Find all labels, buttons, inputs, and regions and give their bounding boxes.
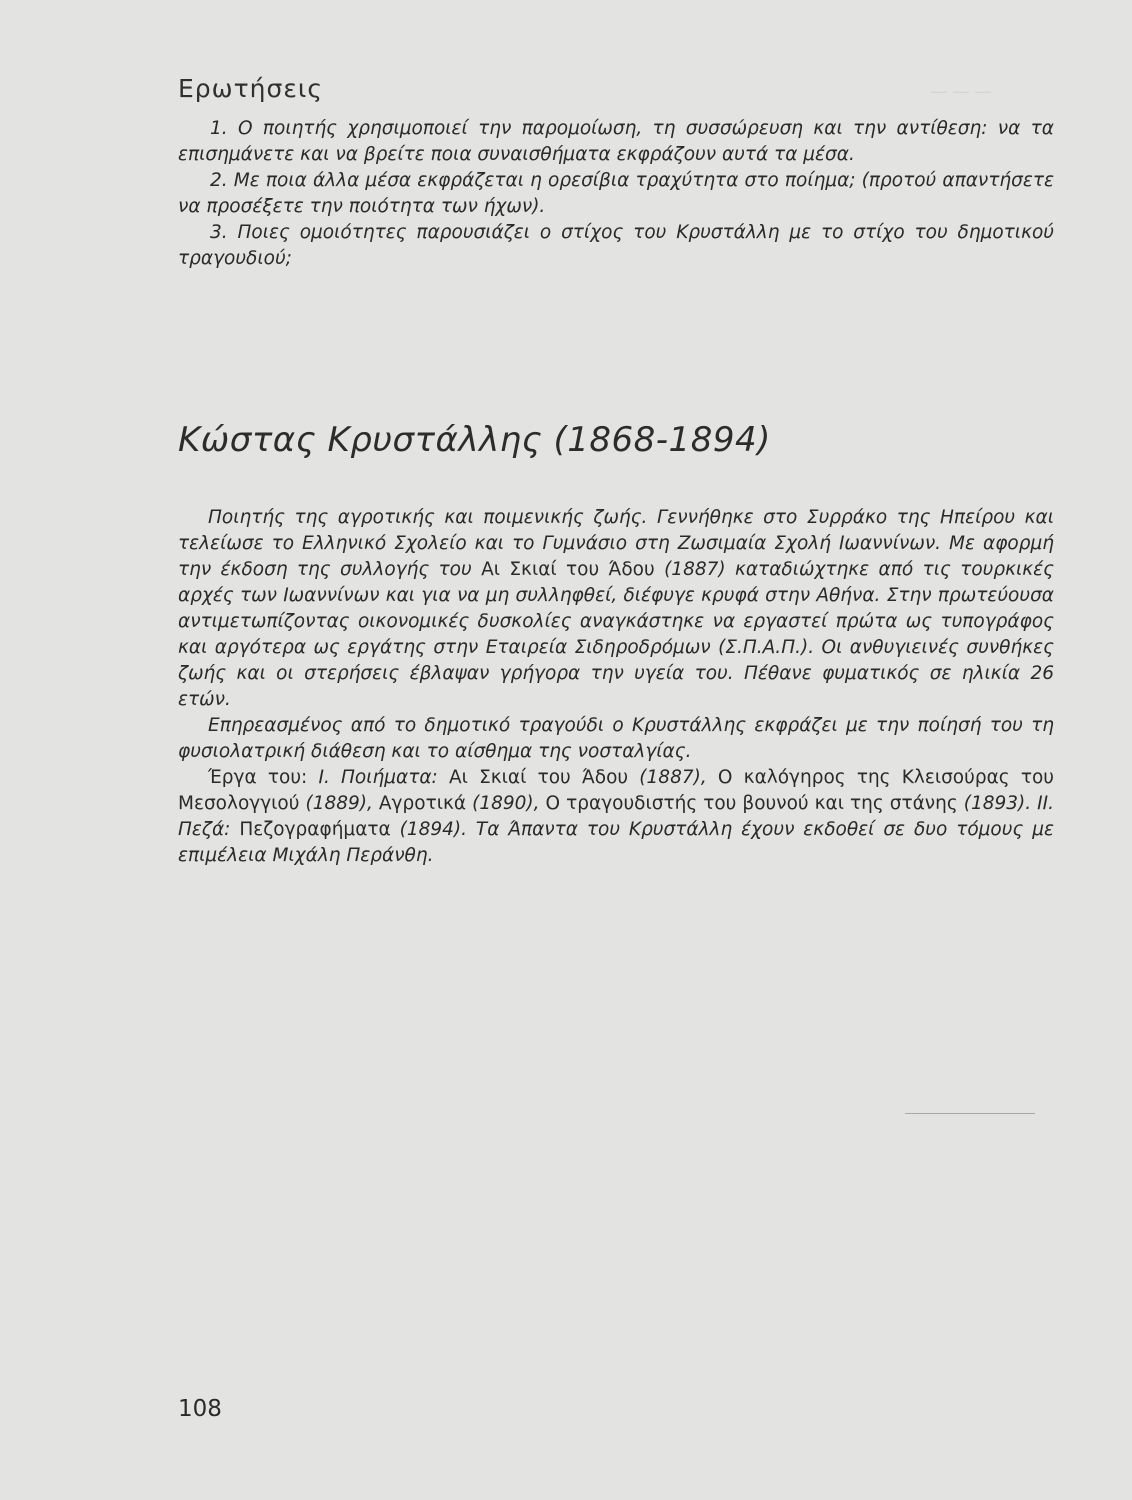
question-item: 3. Ποιες ομοιότητες παρουσιάζει ο στίχος του Κρυστάλλη με το στίχο του δημοτικού τραγουδιού;: [178, 222, 1054, 269]
question-item: 1. Ο ποιητής χρησιμοποιεί την παρομοίωση, τη συσσώρευση και την αντίθεση: να τα επισημάνετε και να βρείτε ποια συναισθήματα εκφράζουν αυτά τα μέσα.: [178, 118, 1054, 165]
work-title: Ο τραγουδιστής του βουνού και της στάνης: [545, 793, 958, 814]
prose-label: ΙΙ. Πεζά:: [178, 793, 1054, 840]
work-year: (1893).: [957, 793, 1038, 814]
work-year: (1894).: [390, 819, 476, 840]
work-year: (1889),: [299, 793, 379, 814]
work-title: Πεζογραφήματα: [239, 819, 391, 840]
questions-heading: Ερωτήσεις: [178, 74, 323, 103]
work-title: Αγροτικά: [378, 793, 467, 814]
poems-label: Ι. Ποιήματα:: [318, 767, 449, 788]
work-year: (1887),: [628, 767, 718, 788]
bio-text: Ποιητής της αγροτικής και ποιμενικής ζωής. Γεννήθηκε στο Συρράκο της Ηπείρου και τελείωσε το Ελληνικό Σχολείο και το Γυμνάσιο στη Ζωσιμαία Σχολή Ιωαννίνων. Με αφορμή την έκδοση της συλλογής του: [178, 507, 1054, 580]
bio-paragraph-works: [178, 765, 1054, 869]
bio-paragraph-life: [178, 505, 1054, 713]
page-number: 108: [178, 1396, 222, 1422]
bio-paragraph-style: Επηρεασμένος από το δημοτικό τραγούδι ο Κρυστάλλης εκφράζει με την ποίησή του τη φυσιολατρική διάθεση και το αίσθημα της νοσταλγίας.: [178, 715, 1054, 762]
work-title: Αι Σκιαί του Άδου: [448, 767, 629, 788]
bleed-through-rule: [905, 1113, 1035, 1114]
question-item: 2. Με ποια άλλα μέσα εκφράζεται η ορεσίβια τραχύτητα στο ποίημα; (προτού απαντήσετε να προσέξετε την ποιότητα των ήχων).: [178, 170, 1054, 217]
author-title: Κώστας Κρυστάλλης (1868-1894): [178, 420, 771, 460]
questions-list: [178, 116, 1054, 272]
bio-text: (1887) καταδιώχτηκε από τις τουρκικές αρχές των Ιωαννίνων και για να μη συλληφθεί, διέφυγε κρυφά στην Αθήνα. Στην πρωτεύουσα αντιμετωπίζοντας οικονομικές δυσκολίες αναγκάστηκε να εργαστεί πρώτα ως τυπογράφος και αργότερα ως εργάτης στην Εταιρεία Σιδηροδρόμων (Σ.Π.Α.Π.). Οι ανθυγιεινές συνθήκες ζωής και οι στερήσεις έβλαψαν γρήγορα την υγεία του. Πέθανε φυματικός σε ηλικία 26 ετών.: [178, 559, 1055, 710]
author-biography: [178, 505, 1054, 869]
works-lead: Έργα του:: [208, 767, 319, 788]
work-title: Ο καλόγηρος της Κλεισούρας του Μεσολογγιού: [178, 767, 1054, 814]
bleed-through-text: — — —: [930, 82, 992, 102]
work-title: Αι Σκιαί του Άδου: [481, 559, 655, 580]
collected-works-note: Τα Άπαντα του Κρυστάλλη έχουν εκδοθεί σε δυο τόμους με επιμέλεια Μιχάλη Περάνθη.: [178, 819, 1054, 866]
work-year: (1890),: [466, 793, 546, 814]
